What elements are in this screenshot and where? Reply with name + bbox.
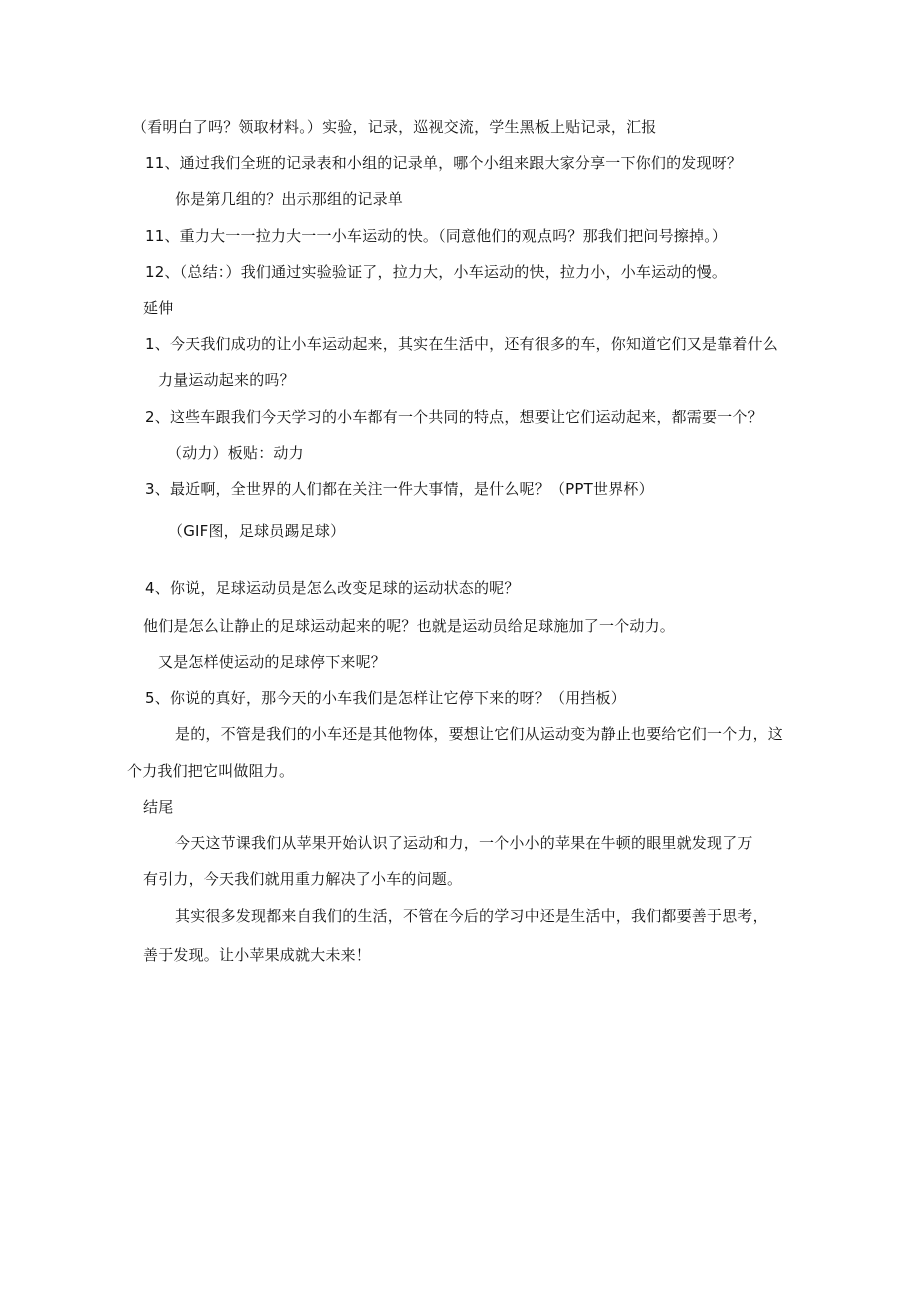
text-line: 3、最近啊，全世界的人们都在关注一件大事情，是什么呢？（PPT世界杯） — [145, 480, 654, 498]
text-line: （动力）板贴：动力 — [167, 444, 304, 462]
section-heading: 结尾 — [143, 798, 174, 816]
text-line: （GIF图，足球员踢足球） — [168, 522, 346, 540]
text-line: 其实很多发现都来自我们的生活，不管在今后的学习中还是生活中，我们都要善于思考， — [175, 907, 768, 925]
text-line: 个力我们把它叫做阻力。 — [127, 762, 295, 780]
text-line: 你是第几组的？出示那组的记录单 — [175, 190, 404, 208]
text-line: （看明白了吗？领取材料。）实验，记录，巡视交流，学生黑板上贴记录，汇报 — [132, 118, 657, 136]
text-line: 今天这节课我们从苹果开始认识了运动和力，一个小小的苹果在牛顿的眼里就发现了万 — [175, 834, 753, 852]
text-line: 4、你说，足球运动员是怎么改变足球的运动状态的呢？ — [145, 579, 520, 597]
section-heading: 延伸 — [143, 299, 174, 317]
text-line: 12、（总结：）我们通过实验验证了，拉力大，小车运动的快，拉力小，小车运动的慢。 — [145, 263, 728, 281]
text-line: 11、重力大一一拉力大一一小车运动的快。（同意他们的观点吗？那我们把问号擦掉。） — [145, 227, 728, 245]
text-line: 是的，不管是我们的小车还是其他物体，要想让它们从运动变为静止也要给它们一个力，这 — [175, 725, 784, 743]
text-line: 11、通过我们全班的记录表和小组的记录单，哪个小组来跟大家分享一下你们的发现呀？ — [145, 154, 743, 172]
text-line: 5、你说的真好，那今天的小车我们是怎样让它停下来的呀？（用挡板） — [145, 689, 626, 707]
text-line: 有引力，今天我们就用重力解决了小车的问题。 — [143, 870, 463, 888]
text-line: 他们是怎么让静止的足球运动起来的呢？也就是运动员给足球施加了一个动力。 — [143, 617, 676, 635]
text-line: 善于发现。让小苹果成就大未来！ — [143, 946, 372, 964]
text-line: 力量运动起来的吗？ — [158, 371, 295, 389]
text-line: 又是怎样使运动的足球停下来呢？ — [158, 653, 387, 671]
text-line: 1、今天我们成功的让小车运动起来，其实在生活中，还有很多的车，你知道它们又是靠着什么 — [145, 335, 778, 353]
text-line: 2、这些车跟我们今天学习的小车都有一个共同的特点，想要让它们运动起来，都需要一个？ — [145, 408, 763, 426]
